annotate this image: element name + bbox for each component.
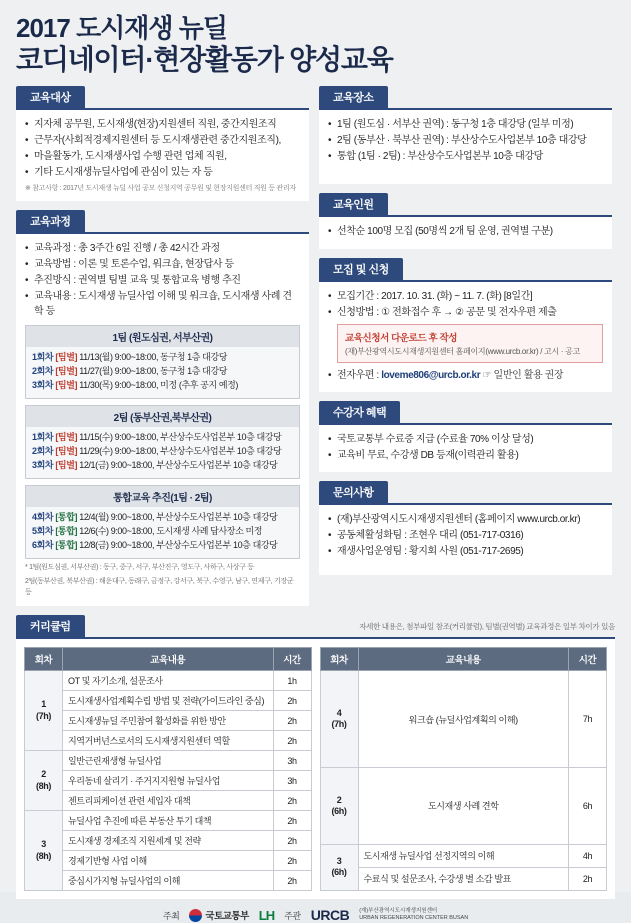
schedule-text: 11/30(목) 9:00~18:00, 미정 (추후 공지 예정) [79, 379, 239, 390]
right-column [319, 86, 612, 615]
curriculum-table-left [24, 647, 312, 891]
section-people [319, 193, 612, 249]
schedule-tag: [팀별] [55, 366, 78, 377]
schedule-row [32, 365, 293, 379]
table-row [25, 691, 312, 711]
table-header-row [320, 648, 607, 671]
schedule-title: 통합교육 추진(1팀 · 2팀) [26, 486, 299, 507]
curriculum-body [16, 637, 615, 899]
schedule-tag: [통합] [55, 525, 78, 536]
hours-cell: 2h [273, 811, 311, 831]
section-benefit-body [319, 423, 612, 472]
content-cell: 도시재생뉴딜 주민참여 활성화를 위한 방안 [63, 711, 274, 731]
table-row [25, 811, 312, 831]
col-content: 교육내용 [358, 648, 569, 671]
schedule-row [32, 445, 293, 459]
schedule-row [32, 539, 293, 553]
lh-logo-icon: LH [258, 907, 275, 923]
table-row [25, 791, 312, 811]
schedule-no: 4회차 [32, 511, 54, 522]
schedule-no: 5회차 [32, 525, 54, 536]
content-cell: 중심시가지형 뉴딜사업의 이해 [63, 871, 274, 891]
content-cell: 일반근린재생형 뉴딜사업 [63, 751, 274, 771]
section-place-header: 교육장소 [319, 86, 388, 108]
session-label: 2 (8h) [36, 769, 51, 791]
host-label: 주최 [162, 910, 180, 921]
ministry-name: 국토교통부 [205, 911, 249, 923]
session-label: 3 (8h) [36, 839, 51, 861]
schedule-no: 1회차 [32, 352, 54, 363]
hours-cell: 2h [273, 691, 311, 711]
schedule-team1 [25, 325, 300, 399]
schedule-no: 2회차 [32, 366, 54, 377]
section-benefit [319, 401, 612, 472]
list-item: • 통합 (1팀 · 2팀) : 부산상수도사업본부 10층 대강당 [328, 149, 603, 164]
table-row [25, 851, 312, 871]
schedule-no: 3회차 [32, 459, 54, 470]
content-cell: 경제기반형 사업 이해 [63, 851, 274, 871]
content-cell: 젠트리피케이션 관련 세입자 대책 [63, 791, 274, 811]
col-session: 회차 [320, 648, 358, 671]
schedule-no: 6회차 [32, 539, 54, 550]
email-value[interactable]: loveme806@urcb.or.kr [381, 370, 481, 382]
session-cell [320, 768, 358, 844]
list-item: • 선착순 100명 모집 (50명씩 2개 팀 운영, 권역별 구분) [328, 224, 603, 239]
left-column [16, 86, 309, 615]
list-item: • 교육비 무료, 수강생 DB 등재(이력관리 활용) [328, 448, 603, 463]
hours-cell: 2h [273, 731, 311, 751]
urcb-sub-text [359, 908, 468, 921]
section-benefit-header: 수강자 혜택 [319, 401, 400, 423]
table-row [320, 844, 607, 867]
urcb-sub-line-1: (재)부산광역시도시재생지원센터 [359, 908, 438, 915]
section-place [319, 86, 612, 184]
schedule-tag: [팀별] [55, 431, 78, 442]
curriculum-note: 자세한 내용은, 첨부파일 참조(커리큘럼), 팀별(권역별) 교육과정은 일부 차이가 있음 [359, 622, 615, 632]
schedule-text: 12/6(수) 9:00~18:00, 도시재생 사례 답사장소 미정 [79, 525, 263, 536]
table-row [25, 751, 312, 771]
table-row [320, 867, 607, 890]
section-apply [319, 258, 612, 392]
schedule-row [32, 511, 293, 525]
table-row [25, 871, 312, 891]
target-note: ※ 참고사항 : 2017년 도시재생 뉴딜 사업 공모 신청지역 공무원 및 현장지원센터 직원 등 관리자 [25, 185, 296, 193]
hours-cell: 2h [273, 871, 311, 891]
hours-cell: 2h [273, 791, 311, 811]
hours-cell: 3h [273, 771, 311, 791]
urcb-logo: URCB [310, 907, 350, 923]
section-apply-body [319, 280, 612, 392]
content-cell: 수료식 및 설문조사, 수강생 별 소감 발표 [358, 867, 569, 890]
content-cell: 도시재생 뉴딜사업 선정지역의 이해 [358, 844, 569, 867]
content-cell: 도시재생 사례 견학 [358, 768, 569, 844]
list-item: • 재생사업운영팀 : 황지회 사원 (051-717-2695) [328, 544, 603, 559]
schedule-integrated [25, 485, 300, 559]
application-download-box [337, 324, 603, 363]
list-item: • 2팀 (동부산 · 북부산 권역) : 부산상수도사업본부 10층 대강당 [328, 133, 603, 148]
col-session: 회차 [25, 648, 63, 671]
content-cell: 뉴딜사업 추진에 따른 부동산 투기 대책 [63, 811, 274, 831]
hours-cell: 2h [273, 831, 311, 851]
schedule-no: 1회차 [32, 431, 54, 442]
content-cell: OT 및 자기소개, 설문조사 [63, 671, 274, 691]
list-item: • 마을활동가, 도시재생사업 수행 관련 업체 직원, [25, 149, 300, 164]
email-suffix: ☞ 일반인 활용 권장 [482, 370, 564, 382]
organizer-label: 주관 [284, 910, 301, 921]
urcb-sub-line-2: URBAN REGENERATION CENTER BUSAN [359, 915, 469, 922]
table-row [25, 671, 312, 691]
session-cell [25, 751, 63, 811]
table-row [25, 771, 312, 791]
schedule-text: 11/15(수) 9:00~18:00, 부산상수도사업본부 10층 대강당 [79, 431, 282, 442]
hours-cell: 3h [273, 751, 311, 771]
hours-cell: 2h [273, 851, 311, 871]
section-people-body [319, 215, 612, 249]
schedule-text: 11/29(수) 9:00~18:00, 부산상수도사업본부 10층 대강당 [79, 445, 282, 456]
schedule-tag: [팀별] [55, 352, 78, 363]
session-cell [25, 811, 63, 891]
table-header-row [25, 648, 312, 671]
table-row [320, 768, 607, 844]
schedule-title: 2팀 (동부산권,북부산권) [26, 406, 299, 427]
section-place-body [319, 108, 612, 184]
section-target-header: 교육대상 [16, 86, 85, 108]
list-item: • 신청방법 : ① 전화접수 후 → ② 공문 및 전자우편 제출 [328, 305, 603, 320]
col-hours: 시간 [273, 648, 311, 671]
table-row [25, 711, 312, 731]
list-item: • 국토교통부 수료증 지급 (수료율 70% 이상 달성) [328, 432, 603, 447]
email-label: 전자우편 : [337, 370, 382, 382]
col-hours: 시간 [569, 648, 607, 671]
schedule-tag: [통합] [55, 511, 78, 522]
list-item: • (재)부산광역시도시재생지원센터 (홈페이지 www.urcb.or.kr) [328, 512, 603, 527]
schedule-row [32, 459, 293, 473]
section-course-body [16, 232, 309, 606]
hours-cell: 1h [273, 671, 311, 691]
session-cell [25, 671, 63, 751]
list-item: • 모집기간 : 2017. 10. 31. (화) ~ 11. 7. (화) [8일간] [328, 289, 603, 304]
session-cell [320, 844, 358, 890]
email-line [328, 368, 603, 383]
hours-cell: 7h [569, 671, 607, 768]
hours-cell: 2h [273, 711, 311, 731]
schedule-title: 1팀 (원도심권, 서부산권) [26, 326, 299, 347]
col-content: 교육내용 [63, 648, 274, 671]
list-item: • 지자체 공무원, 도시재생(현장)지원센터 직원, 중간지원조직 [25, 117, 300, 132]
list-item: • 추진방식 : 권역별 팀별 교육 및 통합교육 병행 추진 [25, 273, 300, 288]
title-line-1: 2017 도시재생 뉴딜 [16, 13, 227, 43]
list-item: • 근무자(사회적경제지원센터 등 도시재생관련 중간지원조직), [25, 133, 300, 148]
ministry-logo [189, 908, 248, 922]
session-label: 4 (7h) [331, 707, 347, 730]
content-cell: 지역거버넌스로서의 도시재생지원센터 역할 [63, 731, 274, 751]
application-download-sub: (재)부산광역시도시재생지원센터 홈페이지(www.urcb.or.kr) / 고시 · 공고 [345, 347, 581, 357]
section-curriculum [16, 615, 615, 899]
schedule-row [32, 351, 293, 365]
session-cell [320, 671, 358, 768]
schedule-tag: [통합] [55, 539, 78, 550]
table-row [25, 831, 312, 851]
session-label: 3 (6h) [331, 856, 347, 878]
application-download-title: 교육신청서 다운로드 후 작성 [345, 333, 458, 345]
table-row [320, 671, 607, 768]
section-target [16, 86, 309, 201]
schedule-row [32, 431, 293, 445]
schedule-text: 12/8(금) 9:00~18:00, 부산상수도사업본부 10층 대강당 [79, 539, 278, 550]
section-contact [319, 481, 612, 575]
page-title [16, 14, 615, 76]
section-course-header: 교육과정 [16, 210, 85, 232]
title-line-2: 코디네이터·현장활동가 양성교육 [16, 43, 393, 75]
schedule-no: 3회차 [32, 379, 54, 390]
schedule-text: 11/27(월) 9:00~18:00, 동구청 1층 대강당 [79, 366, 228, 377]
section-contact-body [319, 503, 612, 575]
content-cell: 도시재생사업계획수립 방법 및 전략(가이드라인 중심) [63, 691, 274, 711]
list-item: • 기타 도시재생뉴딜사업에 관심이 있는 자 등 [25, 165, 300, 180]
schedule-no: 2회차 [32, 445, 54, 456]
schedule-tag: [팀별] [55, 445, 78, 456]
schedule-row [32, 379, 293, 393]
curriculum-header: 커리큘럼 [16, 615, 85, 637]
section-contact-header: 문의사항 [319, 481, 388, 503]
hours-cell: 4h [569, 844, 607, 867]
schedule-text: 12/4(월) 9:00~18:00, 부산상수도사업본부 10층 대강당 [79, 511, 278, 522]
schedule-text: 11/13(월) 9:00~18:00, 동구청 1층 대강당 [79, 352, 228, 363]
schedule-tag: [팀별] [55, 379, 78, 390]
content-cell: 우리동네 살리기 · 주거지지원형 뉴딜사업 [63, 771, 274, 791]
content-columns [16, 86, 615, 615]
taegeuk-icon [189, 909, 202, 922]
course-footnote-2: 2팀(동부산권, 북부산권) : 해운대구, 동래구, 금정구, 강서구, 북구, 수영구, 남구, 연제구, 기장군 등 [25, 578, 294, 596]
schedule-team2 [25, 405, 300, 479]
footer [16, 907, 615, 923]
list-item: • 교육내용 : 도시재생 뉴딜사업 이해 및 워크숍, 도시재생 사례 견학 등 [25, 289, 300, 319]
content-cell: 워크숍 (뉴딜사업계획의 이해) [358, 671, 569, 768]
session-label: 2 (6h) [331, 794, 347, 816]
curriculum-table-right [320, 647, 608, 891]
content-cell: 도시재생 경제조직 지원세계 및 전략 [63, 831, 274, 851]
section-apply-header: 모집 및 신청 [319, 258, 403, 280]
course-footnote-1: * 1팀(원도심권, 서부산권) : 동구, 중구, 서구, 부산진구, 영도구, 사하구, 사상구 등 [25, 563, 254, 571]
hours-cell: 2h [569, 867, 607, 890]
schedule-tag: [팀별] [55, 459, 78, 470]
list-item: • 교육방법 : 이론 및 토론수업, 워크숍, 현장답사 등 [25, 257, 300, 272]
list-item: • 교육과정 : 총 3주간 6일 진행 / 총 42시간 과정 [25, 241, 300, 256]
list-item: • 공동체활성화팀 : 조현우 대리 (051-717-0316) [328, 528, 603, 543]
section-target-body [16, 108, 309, 201]
schedule-row [32, 525, 293, 539]
hours-cell: 6h [569, 768, 607, 844]
section-course [16, 210, 309, 606]
schedule-text: 12/1(금) 9:00~18:00, 부산상수도사업본부 10층 대강당 [79, 459, 278, 470]
list-item: • 1팀 (원도심 · 서부산 권역) : 동구청 1층 대강당 (일부 미정) [328, 117, 603, 132]
session-label: 1 (7h) [36, 699, 51, 721]
table-row [25, 731, 312, 751]
section-people-header: 교육인원 [319, 193, 388, 215]
